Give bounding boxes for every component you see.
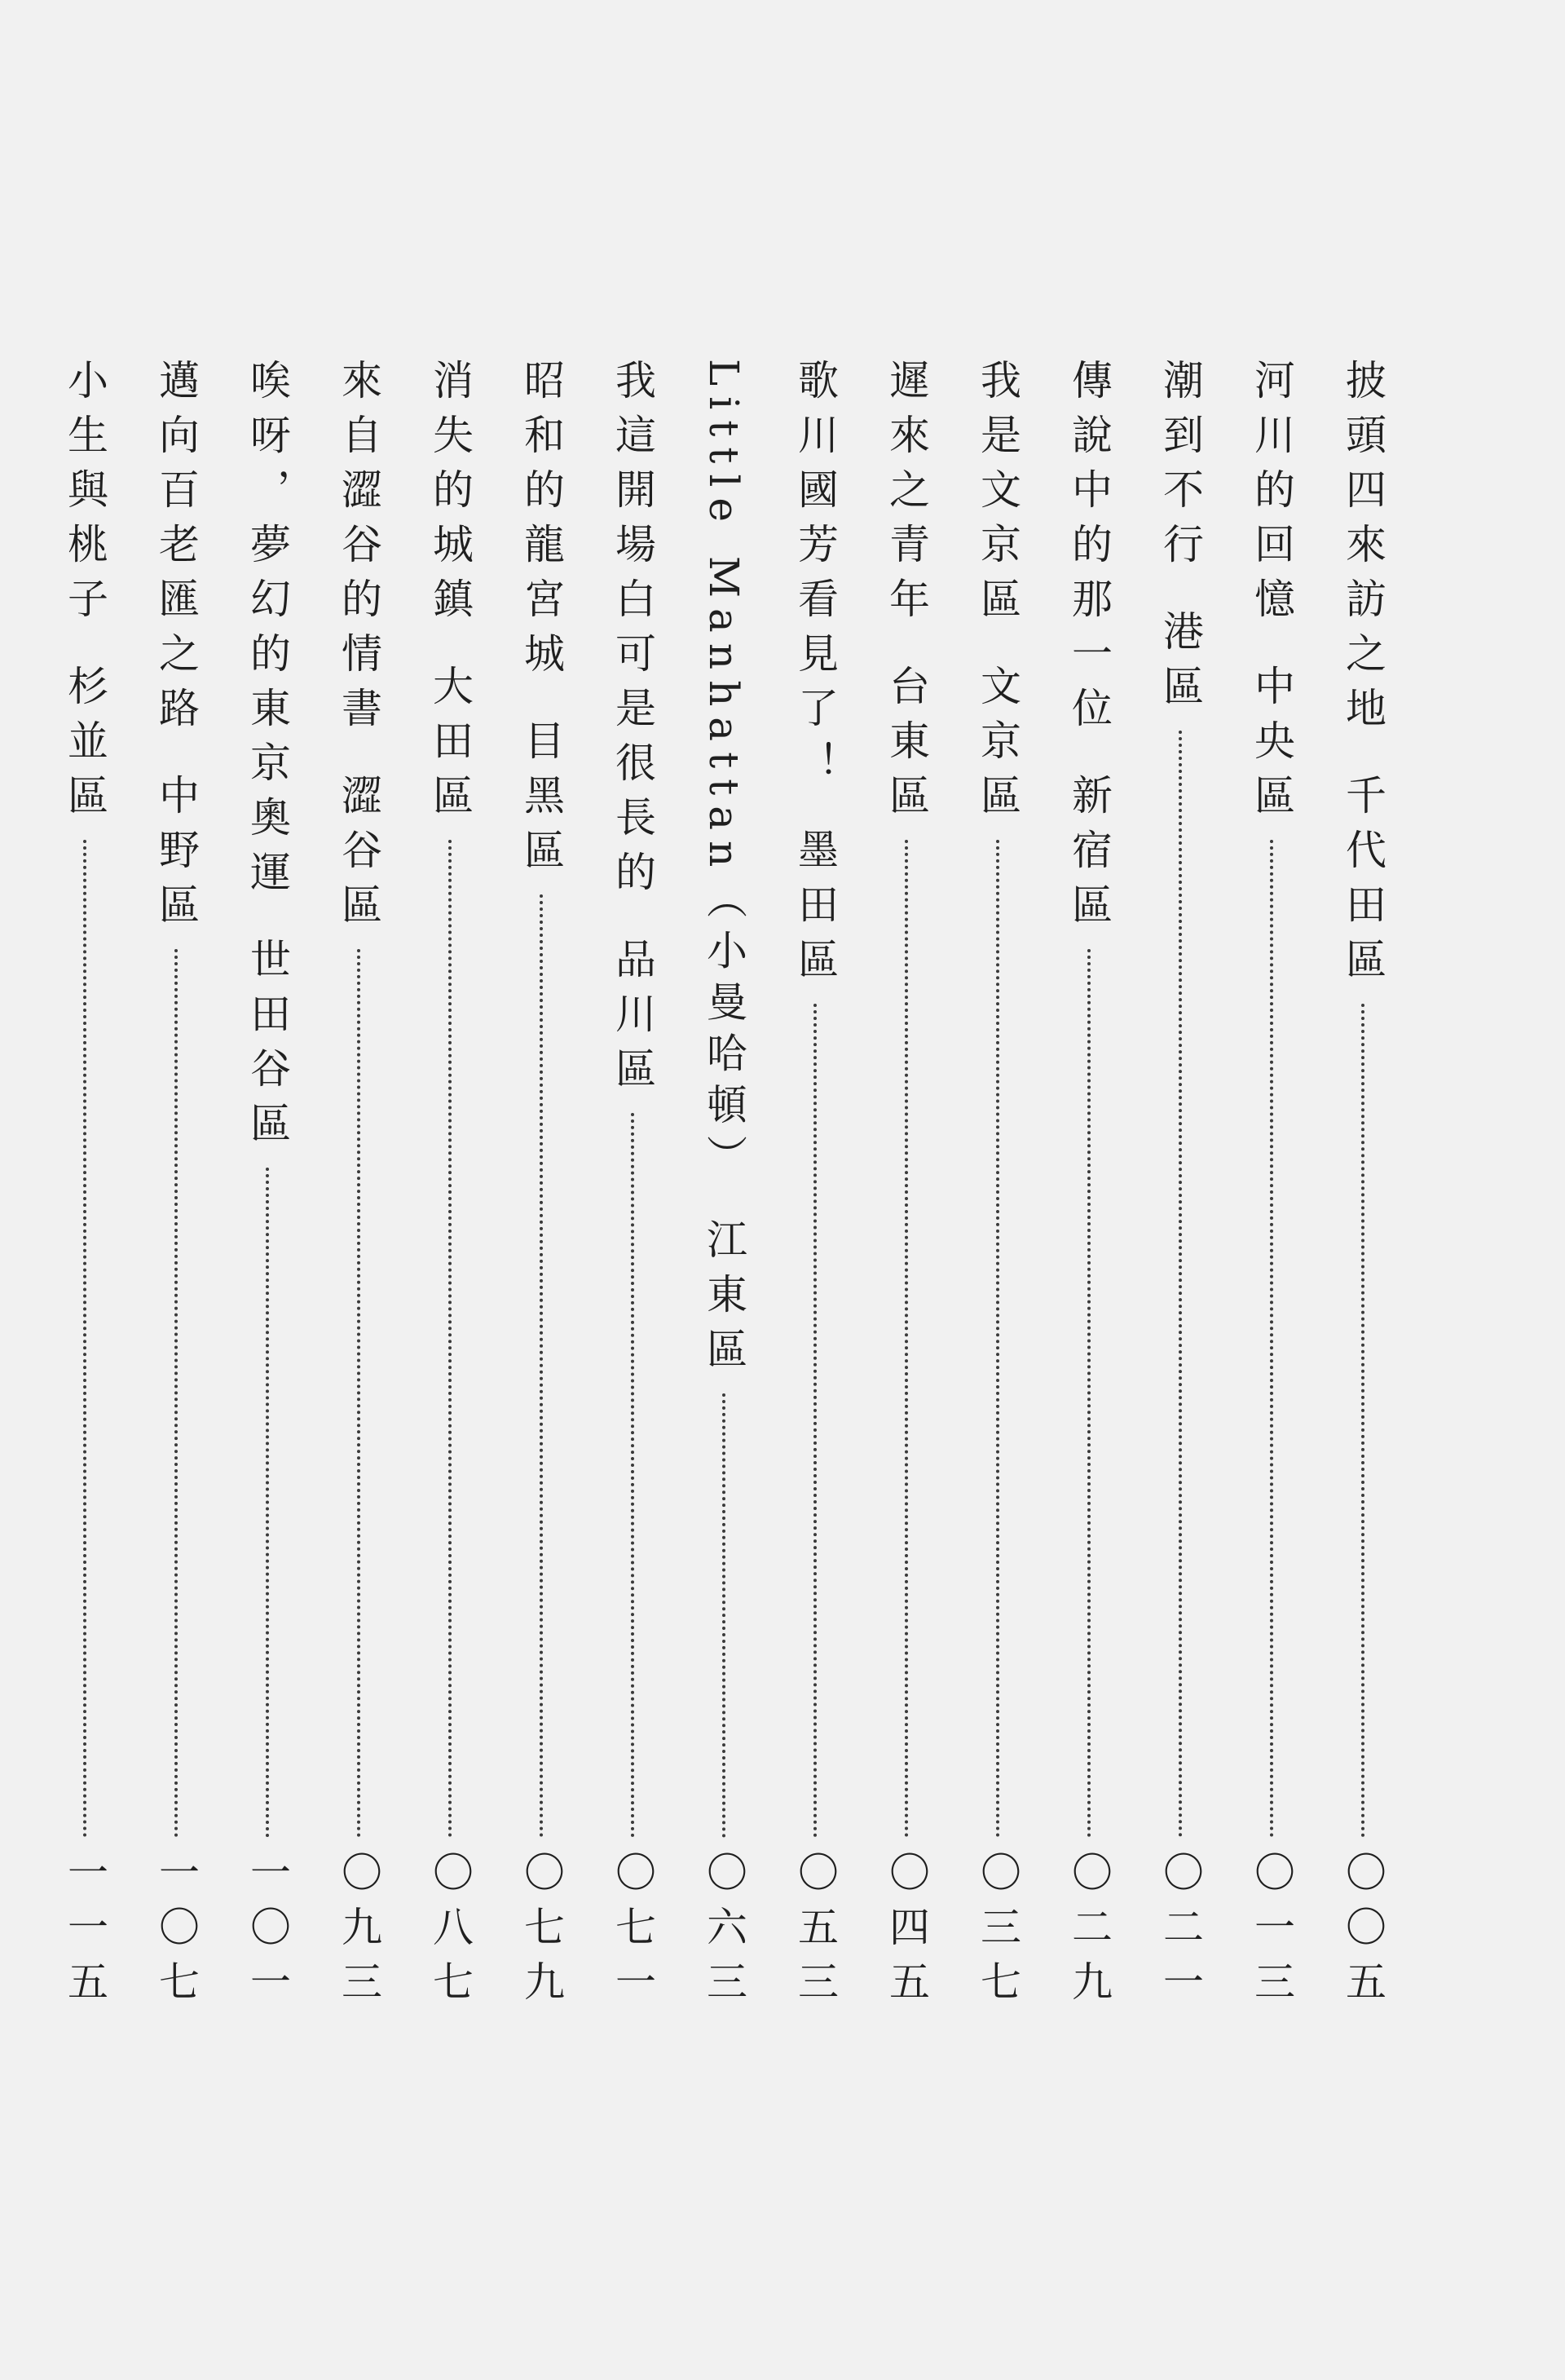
district-name: 江東區 <box>700 1218 747 1383</box>
district-name: 文京區 <box>974 665 1021 828</box>
dot-leader <box>905 840 908 1838</box>
page-number: 〇三七 <box>974 1851 1021 2015</box>
chapter-title: 歌川國芳看見了！ <box>791 359 839 796</box>
district-name: 澀谷區 <box>335 774 382 938</box>
district-name: 港區 <box>1157 610 1204 719</box>
page-number: 〇六三 <box>700 1851 747 2015</box>
district-name: 墨田區 <box>791 828 839 992</box>
chapter-title: 小生與桃子 <box>61 359 108 632</box>
page-number: 〇九三 <box>335 1851 382 2015</box>
chapter-title: 披頭四來訪之地 <box>1339 359 1386 741</box>
toc-entry <box>419 359 481 2022</box>
dot-leader <box>266 1168 269 1838</box>
page-number: 一一五 <box>61 1851 108 2015</box>
dot-leader <box>1179 731 1182 1838</box>
dot-leader <box>540 894 543 1838</box>
chapter-title: 河川的回憶 <box>1248 359 1295 632</box>
chapter-title: 邁向百老匯之路 <box>152 359 200 741</box>
district-name: 中央區 <box>1248 665 1295 828</box>
chapter-title <box>693 359 755 1186</box>
district-name: 杉並區 <box>61 665 108 828</box>
toc-entry <box>236 359 298 2022</box>
dot-leader <box>722 1393 725 1838</box>
dot-leader <box>1361 1004 1364 1838</box>
district-name: 中野區 <box>152 774 200 938</box>
page-number: 〇〇五 <box>1339 1851 1386 2015</box>
district-name: 世田谷區 <box>244 938 291 1156</box>
toc-entry <box>145 359 207 2022</box>
dot-leader <box>813 1004 817 1838</box>
toc-entry <box>875 359 937 2022</box>
chapter-title-cjk: （小曼哈頓） <box>700 877 747 1186</box>
toc-entry <box>784 359 846 2022</box>
page-number: 〇七九 <box>518 1851 565 2015</box>
toc-entry <box>967 359 1029 2022</box>
page-number: 一〇一 <box>244 1851 291 2015</box>
page-number: 〇二九 <box>1065 1851 1113 2015</box>
toc-entry <box>54 359 116 2022</box>
page-number: 〇一三 <box>1248 1851 1295 2015</box>
chapter-title-latin: Little Manhattan <box>700 359 747 878</box>
dot-leader <box>996 840 999 1838</box>
chapter-title: 遲來之青年 <box>883 359 930 632</box>
chapter-title: 消失的城鎮 <box>426 359 474 632</box>
district-name: 台東區 <box>883 665 930 828</box>
toc-entry <box>1332 359 1394 2022</box>
chapter-title: 我是文京區 <box>974 359 1021 632</box>
chapter-title: 潮到不行 <box>1157 359 1204 577</box>
toc-entry <box>328 359 390 2022</box>
dot-leader <box>1270 840 1273 1838</box>
toc-entry <box>602 359 663 2022</box>
page-number: 〇七一 <box>609 1851 656 2015</box>
dot-leader <box>631 1113 634 1838</box>
chapter-title: 我這開場白可是很長的 <box>609 359 656 905</box>
chapter-title: 唉呀，夢幻的東京奧運 <box>244 359 291 905</box>
district-name: 新宿區 <box>1065 774 1113 938</box>
toc-entry <box>1241 359 1303 2022</box>
page-number: 〇八七 <box>426 1851 474 2015</box>
district-name: 品川區 <box>609 938 656 1102</box>
toc-entry <box>693 359 755 2022</box>
chapter-title: 來自澀谷的情書 <box>335 359 382 741</box>
page-number: 一〇七 <box>152 1851 200 2015</box>
page-number: 〇五三 <box>791 1851 839 2015</box>
dot-leader <box>1087 949 1091 1838</box>
district-name: 目黑區 <box>518 719 565 883</box>
dot-leader <box>448 840 452 1838</box>
chapter-title: 傳說中的那一位 <box>1065 359 1113 741</box>
district-name: 千代田區 <box>1339 774 1386 992</box>
toc-entry <box>1058 359 1120 2022</box>
dot-leader <box>83 840 86 1838</box>
district-name: 大田區 <box>426 665 474 828</box>
toc-entry <box>1149 359 1211 2022</box>
page-number: 〇四五 <box>883 1851 930 2015</box>
dot-leader <box>357 949 360 1838</box>
chapter-title: 昭和的龍宮城 <box>518 359 565 687</box>
toc-entry <box>510 359 572 2022</box>
page-number: 〇二一 <box>1157 1851 1204 2015</box>
dot-leader <box>174 949 178 1838</box>
